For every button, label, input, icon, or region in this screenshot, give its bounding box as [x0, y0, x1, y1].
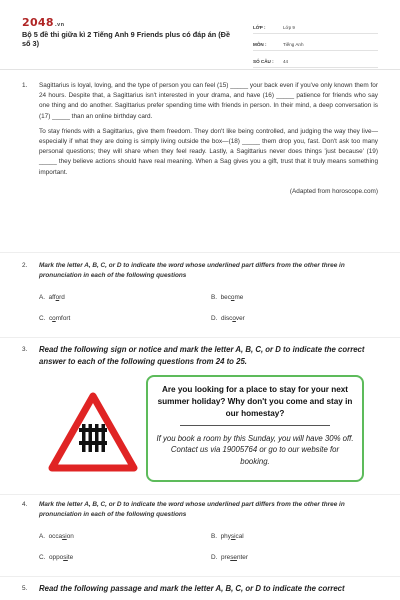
logo-ext: .vn — [54, 22, 65, 28]
site-logo[interactable] — [22, 16, 64, 29]
question-instruction: Mark the letter A, B, C, or D to indicate the word whose underlined part differs from the other three in pronunciation in each of the following questions — [39, 501, 345, 518]
meta-row-subject — [253, 34, 378, 51]
option-letter: C. — [39, 315, 46, 322]
option-text: bec — [220, 294, 231, 301]
option-text: on — [66, 533, 74, 540]
option-text: me — [234, 294, 244, 301]
option-text: cal — [235, 533, 244, 540]
option-b[interactable] — [211, 294, 243, 301]
option-letter: A. — [39, 533, 46, 540]
underlined-part: si — [63, 554, 68, 561]
underlined-part: o — [55, 294, 60, 301]
option-text: mfort — [55, 315, 71, 322]
option-letter: D. — [211, 554, 218, 561]
answer-options — [39, 526, 378, 568]
option-text: pre — [220, 554, 231, 561]
meta-table — [253, 17, 378, 68]
notice-heading: Are you looking for a place to stay for your next summer holiday? Why don't you come and stay in our homestay? — [157, 385, 353, 418]
option-letter: B. — [211, 294, 218, 301]
meta-value: Tiếng Anh — [283, 42, 304, 47]
passage-paragraph-2: To stay friends with a Sagittarius, give them freedom. They don't like being controlled, and judging the way they live—especially if what they are doing is simply living outside the box—(18) _____ them drop you, fast. Don't ask too many personal questions; they will share when they feel ready. Lastly, a Sagittarius never does things 'just because' (19) _____ they believe actions should have real meaning. When a Sag gives you a gift, trust that it truly means something important. — [39, 127, 378, 176]
question-instruction: Read the following passage and mark the letter A, B, C, or D to indicate the correct — [39, 584, 345, 593]
option-d[interactable] — [211, 315, 245, 322]
underlined-part: o — [52, 315, 56, 322]
option-letter: A. — [39, 294, 46, 301]
meta-row-class — [253, 17, 378, 34]
underlined-part: o — [230, 294, 235, 301]
meta-key: MÔN : — [253, 42, 267, 47]
question-number: 2. — [22, 262, 28, 269]
meta-row-count — [253, 51, 378, 68]
question-number: 3. — [22, 346, 28, 353]
option-b[interactable] — [211, 533, 244, 540]
option-a[interactable] — [39, 294, 65, 301]
question-number: 4. — [22, 501, 28, 508]
question-instruction: Mark the letter A, B, C, or D to indicate the word whose underlined part differs from the other three in pronunciation in each of the following questions — [39, 262, 345, 279]
option-text: c — [48, 315, 53, 322]
option-d[interactable] — [211, 554, 248, 561]
underlined-part: si — [62, 533, 67, 540]
option-text: nter — [236, 554, 248, 561]
option-letter: C. — [39, 554, 46, 561]
option-text: ver — [235, 315, 245, 322]
answer-options — [39, 287, 378, 329]
notice-body: If you book a room by this Sunday, you will have 30% off. Contact us via 19005764 or go to our website for booking. — [156, 434, 354, 466]
logo-number: 2048 — [22, 16, 54, 29]
option-letter: B. — [211, 533, 218, 540]
meta-value: 44 — [283, 59, 289, 64]
meta-value: Lớp 9 — [283, 25, 295, 30]
divider — [0, 494, 400, 495]
question-number: 5. — [22, 585, 28, 592]
option-text: occa — [48, 533, 63, 540]
underlined-part: se — [230, 554, 237, 561]
option-text: te — [67, 554, 74, 561]
option-text: oppo — [48, 554, 64, 561]
document-title: Bộ 5 đề thi giữa kì 2 Tiếng Anh 9 Friends plus có đáp án (Đề số 3) — [22, 30, 231, 48]
question-number: 1. — [22, 82, 28, 89]
divider — [0, 337, 400, 338]
option-text: disc — [220, 315, 233, 322]
underlined-part: o — [232, 315, 236, 322]
divider — [0, 576, 400, 577]
option-c[interactable] — [39, 554, 73, 561]
homestay-notice — [146, 375, 364, 482]
option-letter: D. — [211, 315, 218, 322]
railroad-crossing-warning-icon — [48, 392, 138, 472]
option-c[interactable] — [39, 315, 70, 322]
option-text: aff — [48, 294, 56, 301]
meta-key: LỚP : — [253, 25, 266, 30]
notice-divider — [180, 425, 330, 426]
question-instruction: Read the following sign or notice and mark the letter A, B, C, or D to indicate the correct answer to each of the following questions from 24 to 25. — [39, 345, 365, 366]
option-text: phy — [220, 533, 231, 540]
meta-key: SỐ CÂU : — [253, 59, 274, 64]
passage-source: (Adapted from horoscope.com) — [289, 187, 378, 195]
divider — [0, 252, 400, 253]
option-a[interactable] — [39, 533, 74, 540]
option-text: rd — [59, 294, 65, 301]
underlined-part: si — [230, 533, 236, 540]
page-header — [0, 0, 400, 70]
passage-paragraph-1: Sagittarius is loyal, loving, and the type of person you can feel (15) _____ your back even if you've only known them for 24 hours. Despite that, a Sagittarius isn't interested in your drama, and have (16) _____ patience for friends who say one thing and do another. Sagittarius prefer spending time with friends in person. In their mind, a deep conversation is (17) _____ than an online birthday card. — [39, 82, 378, 120]
